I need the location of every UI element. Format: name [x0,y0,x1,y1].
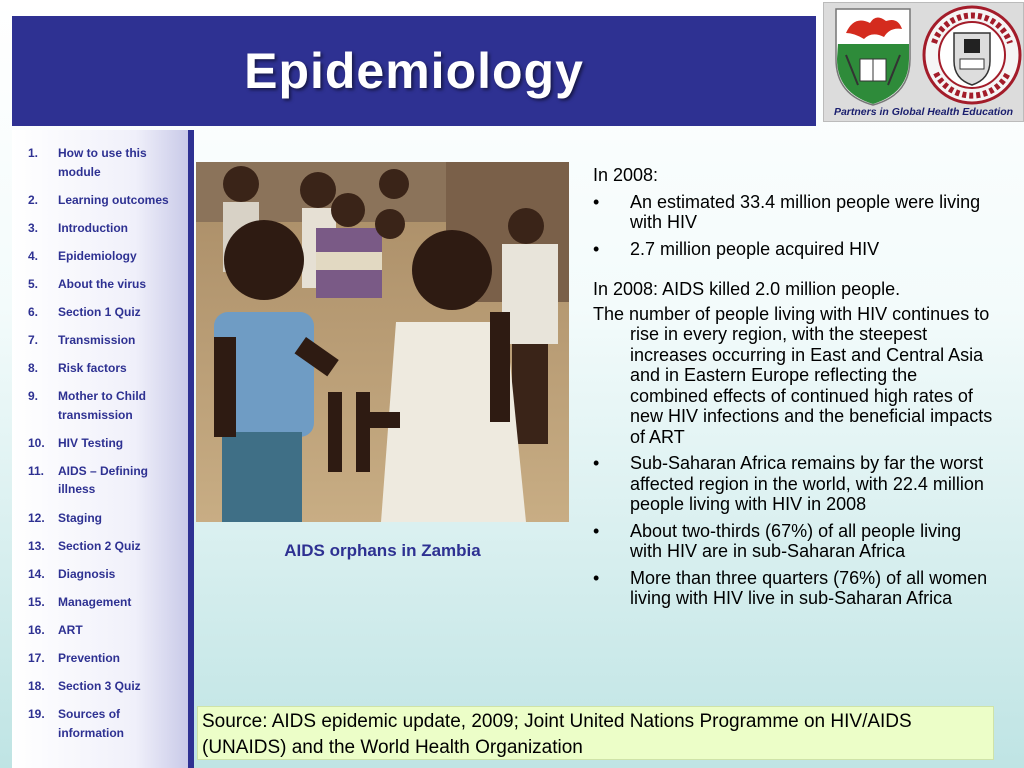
bullet-text: Sub-Saharan Africa remains by far the worst affected region in the world, with 22.4 million people living with HIV in 2008 [630,453,984,514]
sidebar-item-number: 16. [28,622,45,637]
sidebar-item[interactable] [12,537,188,556]
sidebar-item-link[interactable]: Section 2 Quiz [58,538,141,553]
sidebar-item-link[interactable]: Section 3 Quiz [58,679,141,694]
sidebar-item-link[interactable]: Sources of information [58,707,124,740]
sidebar-item[interactable] [12,705,188,742]
sidebar-item[interactable] [12,565,188,584]
sidebar-item-number: 19. [28,707,45,722]
sidebar-item-number: 10. [28,435,45,450]
list-item [593,453,993,515]
sidebar-item[interactable] [12,275,188,294]
logo-emblem [824,3,1023,121]
sidebar-item-link[interactable]: How to use this module [58,146,147,179]
main-content [593,165,993,609]
bullet-text: About two-thirds (67%) of all people living with HIV are in sub-Saharan Africa [630,520,962,561]
sidebar-item[interactable] [12,509,188,528]
sidebar-item-number: 14. [28,566,45,581]
sidebar-item[interactable] [12,677,188,696]
children-photo-illustration [196,162,569,522]
sidebar-item-number: 15. [28,594,45,609]
sidebar-item-number: 2. [28,192,39,207]
sidebar-item-number: 7. [28,333,39,348]
sidebar-item-link[interactable]: Section 1 Quiz [58,304,141,319]
sidebar-item[interactable] [12,219,188,238]
bullet-icon: • [593,453,600,473]
bullet-icon: • [593,191,600,212]
sidebar-item-link[interactable]: Staging [58,510,102,525]
sidebar-item[interactable] [12,593,188,612]
sidebar-item[interactable] [12,191,188,210]
bullet-icon: • [593,567,600,588]
photo-caption: AIDS orphans in Zambia [284,541,481,560]
sidebar-item-number: 9. [28,389,39,404]
sidebar-item[interactable] [12,462,188,499]
intro-text: In 2008: [593,165,659,185]
sidebar-nav [12,130,194,768]
rising-text: The number of people living with HIV continues to rise in every region, with the steepest increases occurring in East and Central Asia and in Eastern Europe reflecting the combined effects of continued high rates of new HIV infections and the beneficial impacts of ART [593,303,993,447]
list-item [593,521,993,562]
sidebar-item-link[interactable]: HIV Testing [58,435,124,450]
sidebar-item-link[interactable]: Transmission [58,333,136,348]
sidebar-item-number: 18. [28,679,45,694]
bullets-africa [593,453,993,609]
list-item [593,192,993,233]
list-item [593,568,993,609]
college-logo [823,2,1024,122]
logo-caption: Partners in Global Health Education [833,106,1014,118]
sidebar-item[interactable] [12,303,188,322]
sidebar-item-link[interactable]: Epidemiology [58,248,137,263]
sidebar-item-number: 11. [28,463,45,478]
sidebar-item-number: 3. [28,220,39,235]
sidebar-item[interactable] [12,621,188,640]
sidebar-item-link[interactable]: Prevention [58,651,121,665]
sidebar-item-number: 8. [28,361,39,376]
sidebar-item-number: 5. [28,276,39,291]
orphans-photo [196,162,569,522]
bullet-icon: • [593,520,600,541]
list-item [593,239,993,260]
sidebar-item[interactable] [12,434,188,453]
sidebar-item[interactable] [12,247,188,266]
bullets-2008 [593,192,993,260]
college-seal-icon [924,7,1020,103]
sidebar-item-link[interactable]: Management [58,594,132,609]
sidebar-item-link[interactable]: Risk factors [58,361,127,376]
sidebar-item-number: 6. [28,304,39,319]
sidebar-item-link[interactable]: About the virus [58,276,147,291]
sidebar-item[interactable] [12,331,188,350]
sidebar-list [12,130,188,742]
sidebar-item[interactable] [12,649,188,668]
sidebar-item[interactable] [12,144,188,181]
bullet-text: An estimated 33.4 million people were living with HIV [630,191,981,232]
dragon-shield-icon [836,9,910,105]
sidebar-item-link[interactable]: ART [58,622,83,637]
sidebar-item[interactable] [12,387,188,424]
aids-killed-text: In 2008: AIDS killed 2.0 million people. [593,279,901,299]
sidebar-item-link[interactable]: Learning outcomes [58,192,169,207]
bullet-text: More than three quarters (76%) of all women living with HIV live in sub-Saharan Africa [630,567,988,608]
sidebar-item[interactable] [12,359,188,378]
sidebar-item-number: 4. [28,248,39,263]
sidebar-item-number: 17. [28,651,45,665]
sidebar-item-number: 1. [28,146,39,160]
bullet-text: 2.7 million people acquired HIV [630,238,880,259]
sidebar-item-link[interactable]: AIDS – Defining illness [58,463,149,497]
sidebar-item-link[interactable]: Introduction [58,220,128,235]
page-title: Epidemiology [244,43,584,99]
bullet-icon: • [593,238,600,259]
sidebar-item-number: 12. [28,510,45,525]
sidebar-item-link[interactable]: Mother to Child transmission [58,389,146,422]
title-bar [12,16,816,126]
sidebar-item-link[interactable]: Diagnosis [58,566,116,581]
sidebar-item-number: 13. [28,538,45,553]
source-citation: Source: AIDS epidemic update, 2009; Joint United Nations Programme on HIV/AIDS (UNAIDS) and the World Health Organization [197,706,994,760]
